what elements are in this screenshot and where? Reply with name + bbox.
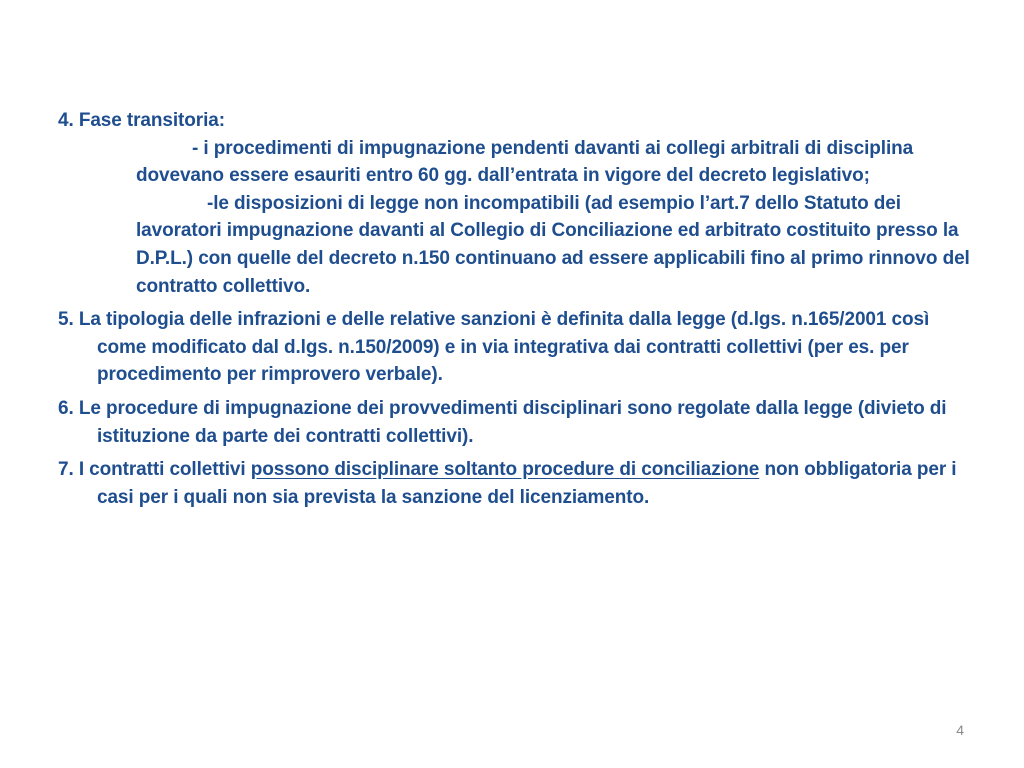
item-4	[58, 107, 973, 300]
item-5: 5. La tipologia delle infrazioni e delle relative sanzioni è definita dalla legge (d.lgs. n.165/2001 così come modificato dal d.lgs. n.150/2009) e in via integrativa dai contratti collettivi (per es. per procedimento per rimprovero verbale).	[58, 309, 930, 386]
item-4-subpoint-2: -le disposizioni di legge non incompatibili (ad esempio l’art.7 dello Statuto dei lavoratori impugnazione davanti al Collegio di Conciliazione ed arbitrato costituito presso la D.P.L.) con quelle del decreto n.150 continuano ad essere applicabili fino al primo rinnovo del contratto collettivo.	[136, 192, 970, 297]
item-4-heading: 4. Fase transitoria:	[58, 110, 225, 131]
item-7-prefix: 7. I contratti collettivi	[58, 459, 251, 481]
item-7-suffix: non obbligatoria per i casi per i quali non sia prevista la sanzione del licenziamento.	[97, 459, 957, 508]
page-number: 4	[956, 722, 964, 738]
item-7	[58, 456, 973, 511]
item-4-subpoint-1: - i procedimenti di impugnazione pendenti davanti ai collegi arbitrali di disciplina dovevano essere esauriti entro 60 gg. dall’entrata in vigore del decreto legislativo;	[136, 137, 914, 187]
slide-body	[58, 107, 973, 511]
item-7-underlined-text: possono disciplinare soltanto procedure di conciliazione	[250, 459, 760, 481]
item-6: 6. Le procedure di impugnazione dei provvedimenti disciplinari sono regolate dalla legge (divieto di istituzione da parte dei contratti collettivi).	[58, 397, 947, 447]
